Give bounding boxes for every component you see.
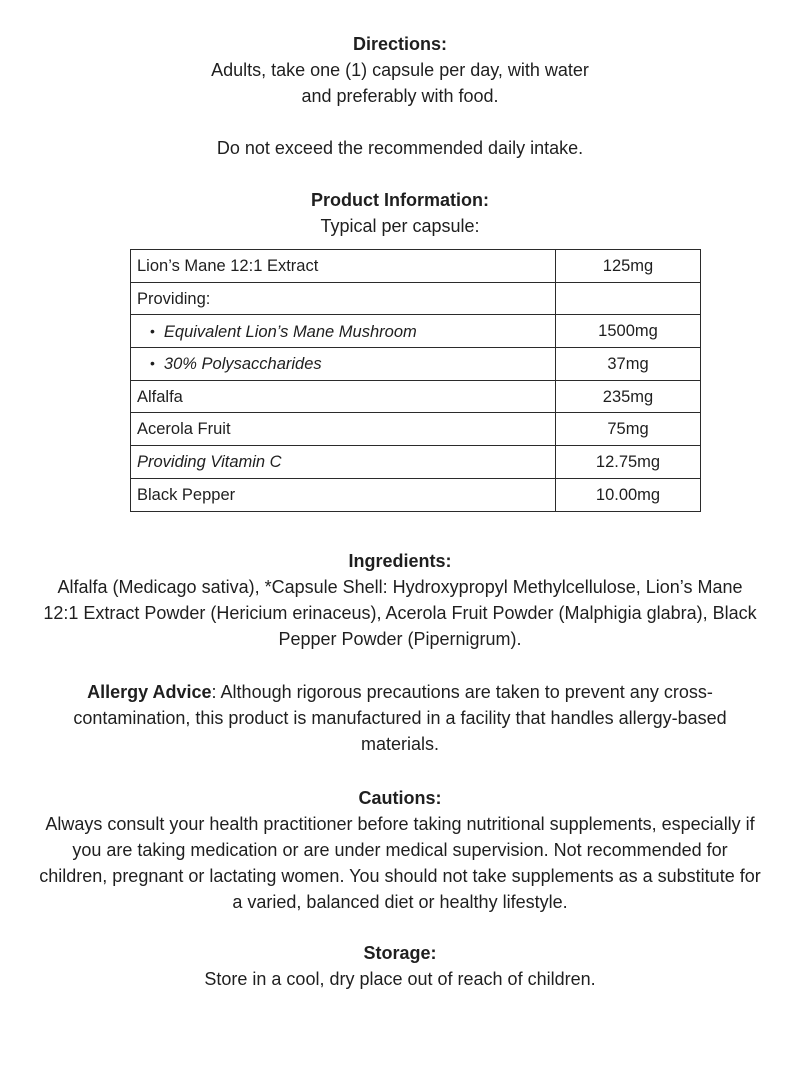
table-row bbox=[131, 250, 701, 283]
ingredients-body: Alfalfa (Medicago sativa), *Capsule Shell: Hydroxypropyl Methylcellulose, Lion’s Mane 12:1 Extract Powder (Hericium erinaceus), Acerola Fruit Powder (Malphigia glabra), Black Pepper Powder (Pipernigrum). bbox=[43, 576, 757, 649]
bullet-icon: • bbox=[150, 355, 155, 372]
ingredient-name: Alfalfa bbox=[137, 387, 183, 406]
allergy-body: : Although rigorous precautions are taken to prevent any cross-contamination, this product is manufactured in a facility that handles allergy-based materials. bbox=[73, 681, 727, 754]
amount-cell: 125mg bbox=[556, 250, 701, 283]
ingredient-name-cell bbox=[131, 348, 556, 381]
table-row bbox=[131, 478, 701, 511]
amount-cell: 37mg bbox=[556, 348, 701, 381]
ingredient-name: 30% Polysaccharides bbox=[163, 355, 322, 374]
amount-cell: 75mg bbox=[556, 413, 701, 446]
spacer bbox=[38, 109, 762, 135]
allergy-section bbox=[38, 679, 762, 757]
ingredient-name: Providing: bbox=[137, 289, 211, 308]
directions-note: Do not exceed the recommended daily intake. bbox=[216, 138, 584, 158]
product-info-subheading: Typical per capsule: bbox=[320, 216, 480, 236]
storage-heading: Storage: bbox=[363, 942, 437, 963]
ingredient-name-cell bbox=[131, 380, 556, 413]
product-info-section bbox=[38, 187, 762, 239]
ingredient-name: Acerola Fruit bbox=[137, 420, 231, 439]
amount-cell bbox=[556, 282, 701, 315]
table-row bbox=[131, 413, 701, 446]
table-row bbox=[131, 348, 701, 381]
directions-line-2: and preferably with food. bbox=[301, 86, 499, 106]
amount-cell: 10.00mg bbox=[556, 478, 701, 511]
storage-body: Store in a cool, dry place out of reach of children. bbox=[204, 968, 596, 989]
amount-cell: 235mg bbox=[556, 380, 701, 413]
ingredient-name: Equivalent Lion’s Mane Mushroom bbox=[163, 322, 417, 341]
ingredient-name-cell bbox=[131, 315, 556, 348]
cautions-body: Always consult your health practitioner before taking nutritional supplements, especially if you are taking medication or are under medical supervision. Not recommended for children, pregnant or lactating women. You should not take supplements as a substitute for a varied, balanced diet or healthy lifestyle. bbox=[39, 813, 761, 912]
allergy-heading: Allergy Advice bbox=[87, 681, 212, 702]
ingredient-name-cell bbox=[131, 446, 556, 479]
table-row bbox=[131, 380, 701, 413]
table-row bbox=[131, 446, 701, 479]
table-row bbox=[131, 315, 701, 348]
cautions-heading: Cautions: bbox=[358, 787, 442, 808]
ingredient-name-cell bbox=[131, 282, 556, 315]
bullet-icon: • bbox=[150, 322, 155, 339]
cautions-section bbox=[38, 785, 762, 915]
storage-section bbox=[38, 940, 762, 992]
directions-heading: Directions: bbox=[352, 34, 448, 54]
product-info-heading: Product Information: bbox=[311, 190, 489, 210]
table-row bbox=[131, 282, 701, 315]
directions-section bbox=[38, 31, 762, 161]
ingredient-name: Providing Vitamin C bbox=[137, 452, 282, 471]
ingredients-heading: Ingredients: bbox=[348, 550, 452, 571]
ingredient-name: Black Pepper bbox=[137, 485, 236, 504]
ingredients-section bbox=[38, 548, 762, 652]
ingredient-name-cell bbox=[131, 478, 556, 511]
ingredient-name: Lion’s Mane 12:1 Extract bbox=[137, 256, 319, 275]
ingredient-name-cell bbox=[131, 413, 556, 446]
amount-cell: 1500mg bbox=[556, 315, 701, 348]
amount-cell: 12.75mg bbox=[556, 446, 701, 479]
ingredient-name-cell bbox=[131, 250, 556, 283]
product-table bbox=[130, 249, 701, 512]
directions-line-1: Adults, take one (1) capsule per day, with water bbox=[211, 60, 589, 80]
